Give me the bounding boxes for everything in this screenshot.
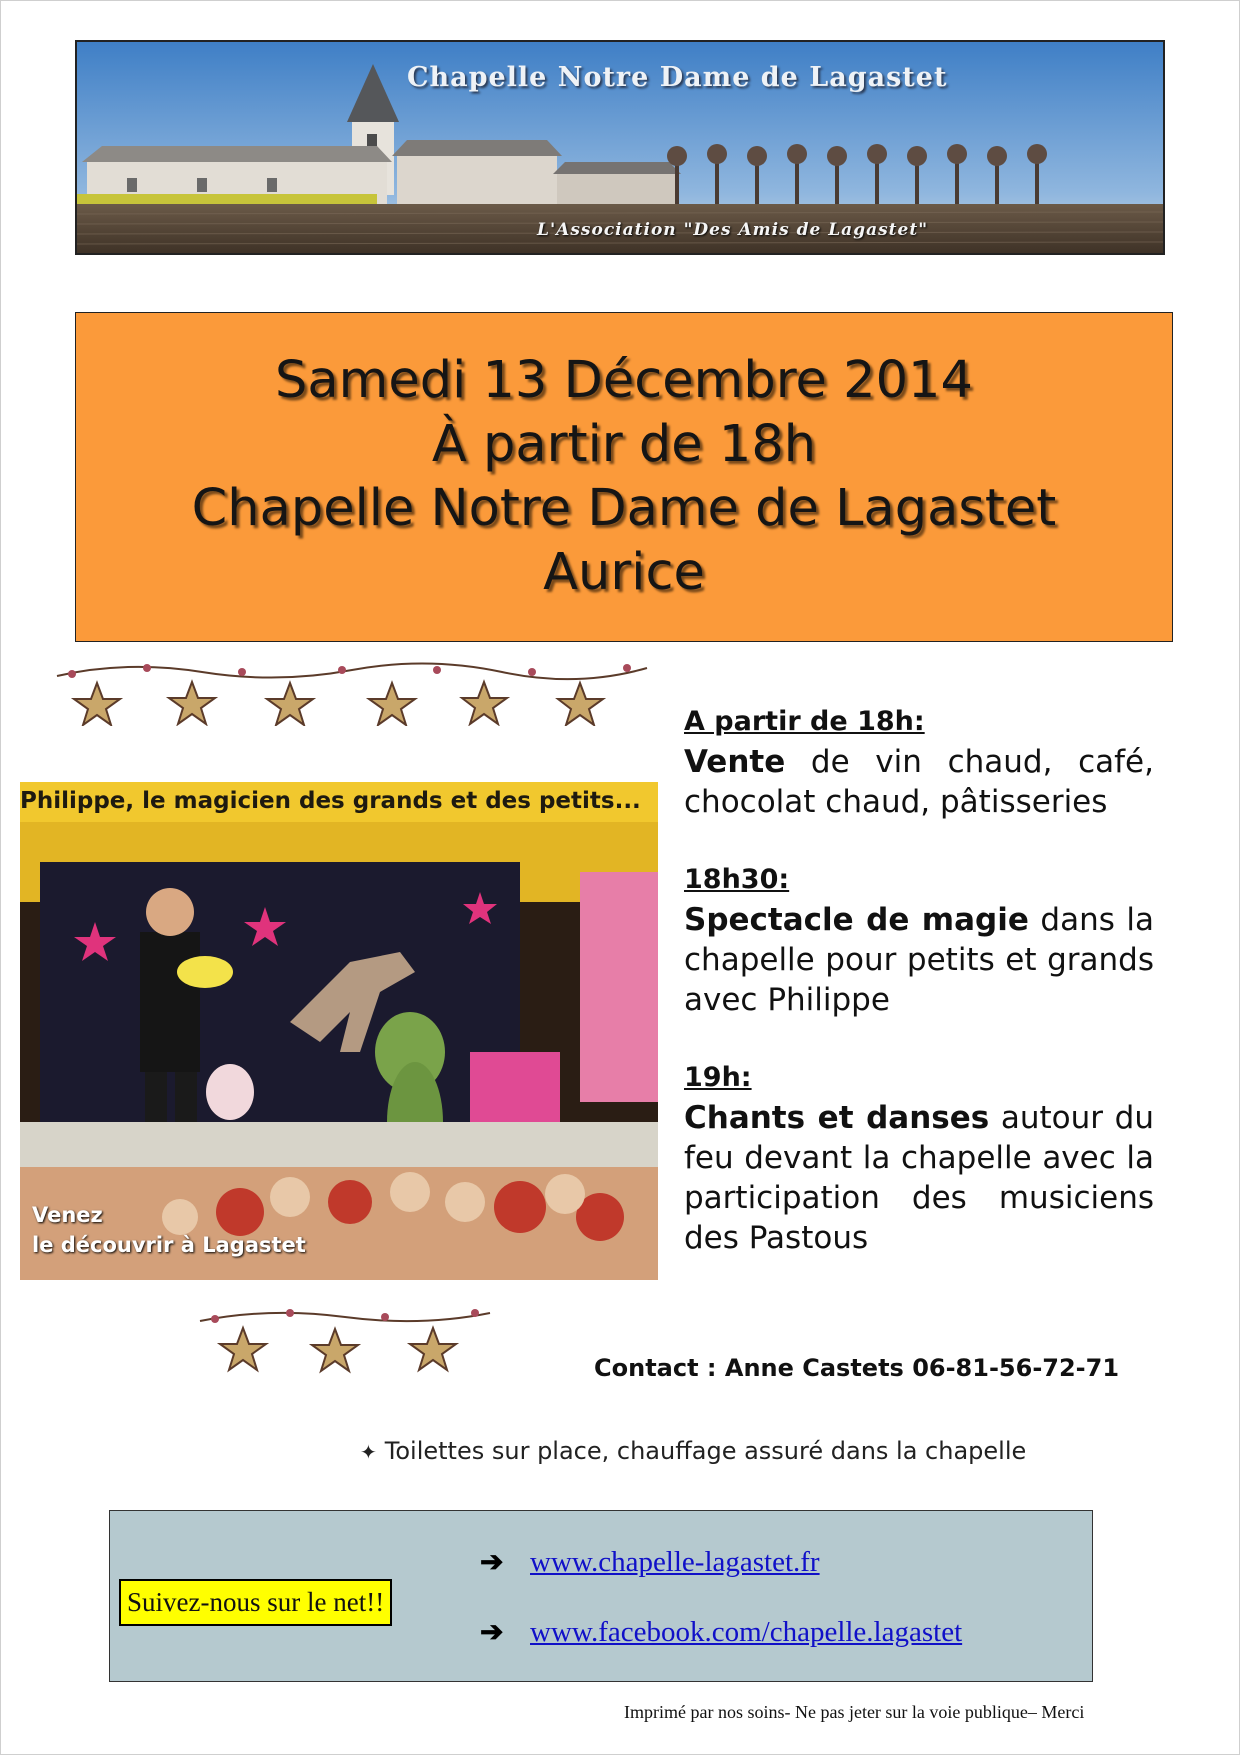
header-banner bbox=[75, 40, 1165, 255]
arrow-right-icon: ➔ bbox=[480, 1547, 504, 1578]
program-description bbox=[684, 1098, 1154, 1258]
website-link[interactable]: www.chapelle-lagastet.fr bbox=[530, 1546, 820, 1578]
event-venue: Chapelle Notre Dame de Lagastet bbox=[191, 479, 1057, 538]
program-description bbox=[684, 742, 1154, 822]
photo-caption: Philippe, le magicien des grands et des petits... bbox=[20, 788, 641, 814]
program-detail: dans la chapelle pour petits et grands avec Philippe bbox=[684, 902, 1154, 1018]
magician-photo bbox=[20, 782, 658, 1280]
event-town: Aurice bbox=[543, 543, 705, 602]
facebook-link-row bbox=[480, 1615, 962, 1649]
program-highlight: Vente bbox=[684, 744, 786, 780]
program-description bbox=[684, 900, 1154, 1020]
program-schedule bbox=[684, 702, 1154, 1296]
program-item bbox=[684, 860, 1154, 1020]
follow-us-label: Suivez-nous sur le net!! bbox=[119, 1579, 392, 1626]
program-time: A partir de 18h: bbox=[684, 706, 925, 737]
amenities-text: Toilettes sur place, chauffage assuré dans la chapelle bbox=[384, 1437, 1027, 1465]
star-garland-bottom bbox=[195, 1303, 495, 1375]
banner-title: Chapelle Notre Dame de Lagastet bbox=[407, 62, 948, 93]
amenities-notice bbox=[360, 1437, 1026, 1465]
program-item bbox=[684, 1058, 1154, 1258]
photo-overlay-line1: Venez bbox=[32, 1203, 103, 1227]
event-time: À partir de 18h bbox=[431, 415, 817, 474]
program-item bbox=[684, 702, 1154, 822]
sparkle-icon: ✦ bbox=[360, 1440, 377, 1464]
star-garland-top bbox=[52, 658, 652, 726]
arrow-right-icon: ➔ bbox=[480, 1617, 504, 1648]
banner-subtitle: L'Association "Des Amis de Lagastet" bbox=[537, 220, 929, 240]
contact-info: Contact : Anne Castets 06-81-56-72-71 bbox=[594, 1354, 1120, 1382]
follow-us-box bbox=[109, 1510, 1093, 1682]
photo-overlay-line2: le découvrir à Lagastet bbox=[32, 1233, 306, 1257]
facebook-link[interactable]: www.facebook.com/chapelle.lagastet bbox=[530, 1616, 963, 1648]
website-link-row bbox=[480, 1545, 820, 1579]
event-info-box bbox=[75, 312, 1173, 642]
program-time: 18h30: bbox=[684, 864, 790, 895]
print-notice: Imprimé par nos soins- Ne pas jeter sur la voie publique– Merci bbox=[624, 1702, 1085, 1722]
program-detail: autour du feu devant la chapelle avec la participation des musiciens des Pastous bbox=[684, 1100, 1154, 1256]
photo-overlay-text bbox=[32, 1200, 306, 1260]
program-highlight: Chants et danses bbox=[684, 1100, 990, 1136]
program-highlight: Spectacle de magie bbox=[684, 902, 1029, 938]
program-time: 19h: bbox=[684, 1062, 752, 1093]
event-date: Samedi 13 Décembre 2014 bbox=[275, 351, 973, 410]
program-detail: de vin chaud, café, chocolat chaud, pâtisseries bbox=[684, 744, 1154, 820]
